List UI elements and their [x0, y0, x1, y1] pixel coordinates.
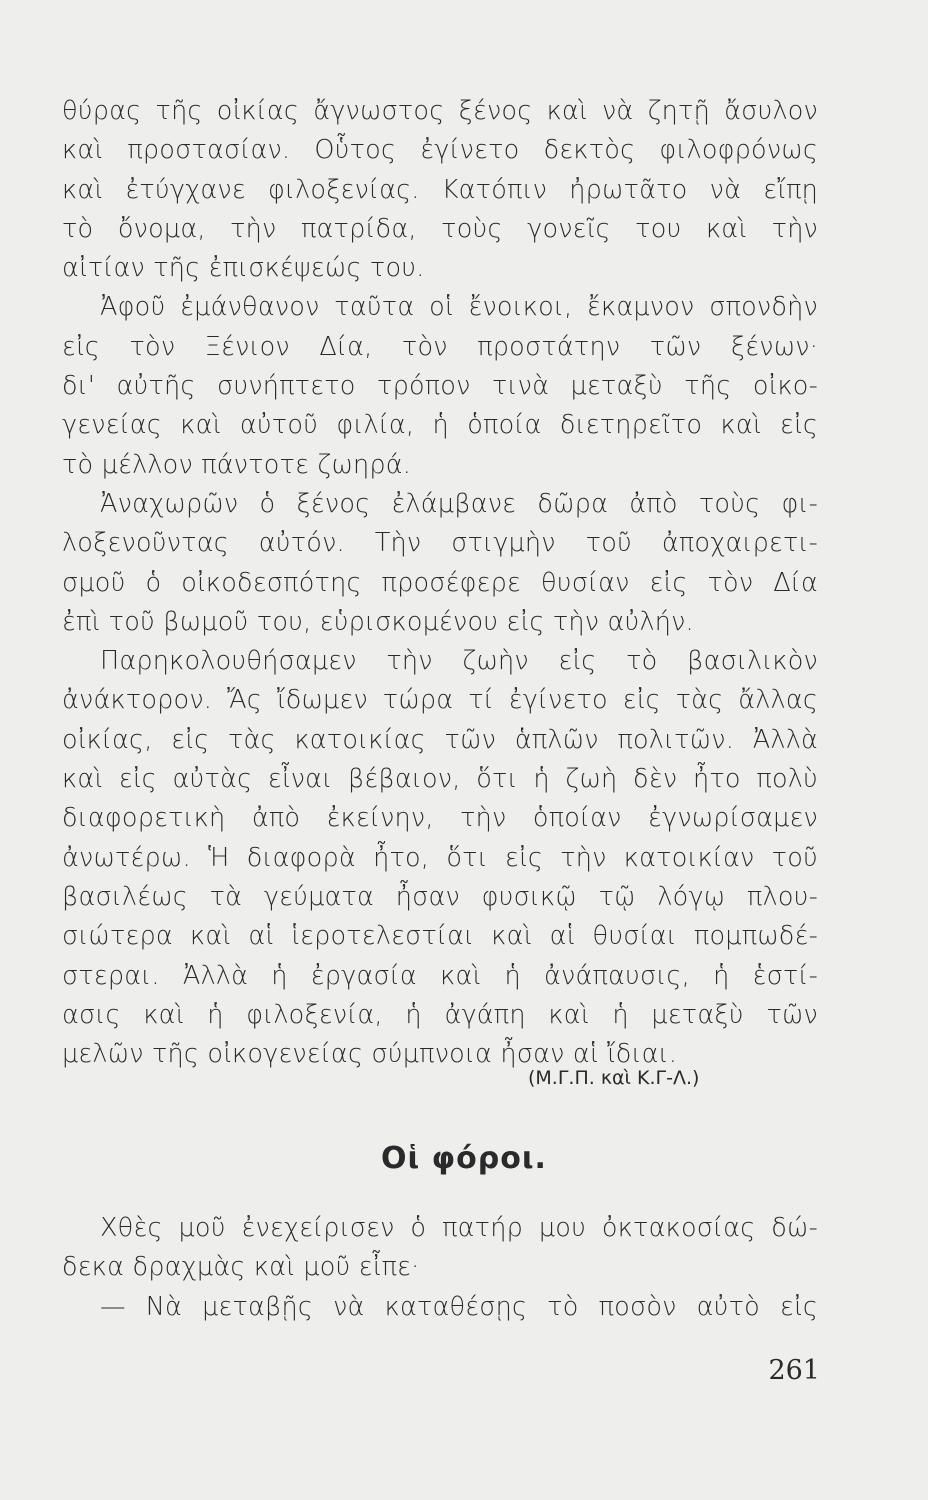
section-heading: Οἱ φόροι.	[381, 1141, 547, 1176]
text-line: Ἀναχωρῶν ὁ ξένος ἐλάμβανε δῶρα ἀπὸ τοὺς φι-	[100, 488, 818, 519]
text-line: εἰς τὸν Ξένιον Δία, τὸν προστάτην τῶν ξένων·	[62, 331, 818, 362]
text-line: Παρηκολουθήσαμεν τὴν ζωὴν εἰς τὸ βασιλικὸν	[100, 646, 818, 677]
text-line: ἀνάκτορον. Ἄς ἴδωμεν τώρα τί ἐγίνετο εἰς τὰς ἄλλας	[62, 685, 818, 716]
text-line: μελῶν τῆς οἰκογενείας σύμπνοια ἦσαν αἱ ἴδιαι.	[62, 1039, 678, 1070]
text-line: οἰκίας, εἰς τὰς κατοικίας τῶν ἁπλῶν πολιτῶν. Ἀλλὰ	[62, 724, 818, 755]
text-line: σιώτερα καὶ αἱ ἱεροτελεστίαι καὶ αἱ θυσίαι πομπωδέ-	[62, 921, 818, 952]
text-line: καὶ ἐτύγχανε φιλοξενίας. Κατόπιν ἠρωτᾶτο νὰ εἴπῃ	[62, 174, 818, 205]
text-line: θύρας τῆς οἰκίας ἄγνωστος ξένος καὶ νὰ ζητῇ ἄσυλον	[62, 96, 818, 126]
text-line: δεκα δραχμὰς καὶ μοῦ εἶπε·	[62, 1252, 420, 1283]
text-line: δι' αὐτῆς συνήπτετο τρόπον τινὰ μεταξὺ τῆς οἰκο-	[62, 371, 818, 402]
text-line: τὸ ὄνομα, τὴν πατρίδα, τοὺς γονεῖς του καὶ τὴν	[62, 213, 818, 244]
text-line: τὸ μέλλον πάντοτε ζωηρά.	[62, 449, 412, 480]
text-line: ἀνωτέρω. Ἡ διαφορὰ ἦτο, ὅτι εἰς τὴν κατοικίαν τοῦ	[62, 842, 818, 873]
text-line: βασιλέως τὰ γεύματα ἦσαν φυσικῷ τῷ λόγῳ πλου-	[62, 881, 818, 912]
text-line: — Νὰ μεταβῇς νὰ καταθέσῃς τὸ ποσὸν αὐτὸ εἰς	[100, 1291, 818, 1322]
text-line: Ἀφοῦ ἐμάνθανον ταῦτα οἱ ἔνοικοι, ἔκαμνον σπονδὴν	[100, 292, 818, 323]
author-attribution: (Μ.Γ.Π. καὶ Κ.Γ-Λ.)	[528, 1067, 700, 1089]
page-number: 261	[768, 1355, 820, 1386]
text-line: αἰτίαν τῆς ἐπισκέψεώς του.	[62, 253, 425, 284]
text-line: καὶ προστασίαν. Οὗτος ἐγίνετο δεκτὸς φιλοφρόνως	[62, 135, 818, 166]
text-line: διαφορετικὴ ἀπὸ ἐκείνην, τὴν ὁποίαν ἐγνωρίσαμεν	[62, 803, 818, 834]
text-line: γενείας καὶ αὐτοῦ φιλία, ἡ ὁποία διετηρεῖτο καὶ εἰς	[62, 410, 818, 441]
body-text-section-2	[62, 1209, 818, 1327]
text-line: ασις καὶ ἡ φιλοξενία, ἡ ἀγάπη καὶ ἡ μεταξὺ τῶν	[62, 999, 818, 1030]
body-text	[62, 92, 818, 1074]
text-line: σμοῦ ὁ οἰκοδεσπότης προσέφερε θυσίαν εἰς τὸν Δία	[62, 567, 818, 598]
text-line: Χθὲς μοῦ ἐνεχείρισεν ὁ πατήρ μου ὀκτακοσίας δώ-	[100, 1213, 818, 1243]
text-line: στεραι. Ἀλλὰ ἡ ἐργασία καὶ ἡ ἀνάπαυσις, ἡ ἑστί-	[62, 960, 818, 991]
text-line: ἐπὶ τοῦ βωμοῦ του, εὑρισκομένου εἰς τὴν αὐλήν.	[62, 606, 694, 637]
text-line: λοξενοῦντας αὐτόν. Τὴν στιγμὴν τοῦ ἀποχαιρετι-	[62, 528, 818, 559]
text-line: καὶ εἰς αὐτὰς εἶναι βέβαιον, ὅτι ἡ ζωὴ δὲν ἦτο πολὺ	[62, 764, 818, 795]
